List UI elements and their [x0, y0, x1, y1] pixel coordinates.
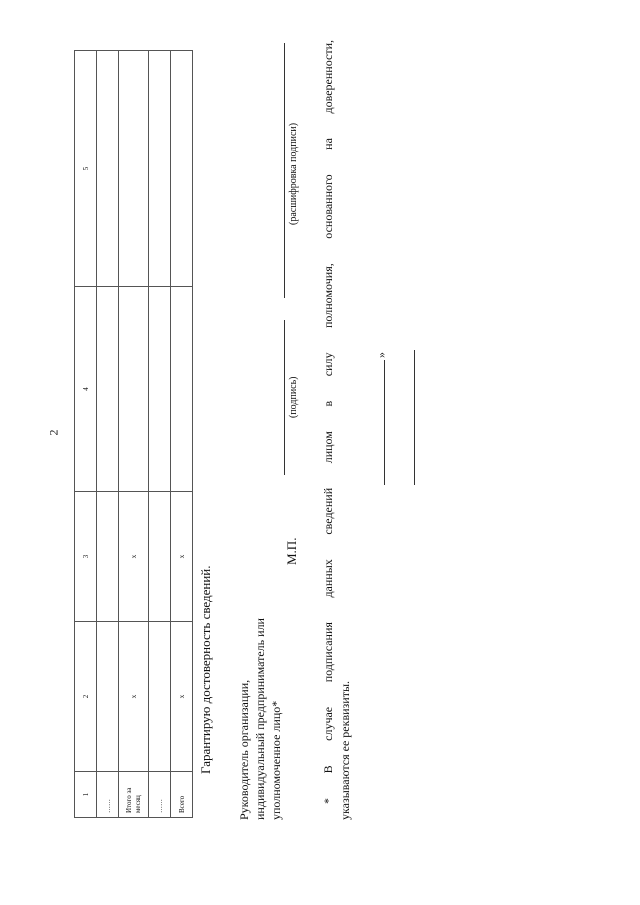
column-header: 3	[75, 492, 97, 622]
stamp-mark: М.П.	[284, 537, 299, 565]
table-cell	[119, 287, 149, 492]
column-header: 1	[75, 772, 97, 818]
table-row	[171, 51, 193, 818]
table-header-row	[75, 51, 97, 818]
table-cell	[149, 622, 171, 772]
table-cell	[171, 287, 193, 492]
date-line	[384, 360, 385, 485]
decoding-caption: (расшифровка подписи)	[288, 122, 299, 225]
table-row	[149, 51, 171, 818]
signer-line: Руководитель организации,	[237, 679, 251, 820]
signer-line: уполномоченное лицо*	[269, 700, 283, 820]
date-quote-mark: »	[374, 352, 388, 358]
table-cell: x	[119, 622, 149, 772]
table-cell: Всего	[171, 772, 193, 818]
table-cell	[119, 51, 149, 287]
column-header: 2	[75, 622, 97, 772]
signature-line	[284, 320, 285, 475]
table-cell	[97, 287, 119, 492]
rotated-content	[66, 40, 388, 820]
table-cell	[171, 51, 193, 287]
table-cell	[149, 492, 171, 622]
footnote-line-2: указываются ее реквизиты.	[338, 680, 352, 820]
date-line	[414, 350, 415, 485]
data-table	[74, 50, 193, 818]
page-number: 2	[46, 429, 61, 436]
table-cell: x	[171, 492, 193, 622]
signature-caption: (подпись)	[288, 376, 299, 418]
table-row	[119, 51, 149, 818]
decoding-line	[284, 43, 285, 298]
table-cell	[149, 51, 171, 287]
column-header: 4	[75, 287, 97, 492]
table-cell: ……	[97, 772, 119, 818]
signer-title	[236, 580, 284, 820]
table-cell	[97, 492, 119, 622]
table-row	[97, 51, 119, 818]
table-cell: ……	[149, 772, 171, 818]
table-cell	[97, 51, 119, 287]
column-header: 5	[75, 51, 97, 287]
table-cell	[97, 622, 119, 772]
table-cell: x	[119, 492, 149, 622]
guarantee-statement: Гарантирую достоверность сведений.	[198, 565, 213, 774]
signer-line: индивидуальный предприниматель или	[253, 618, 267, 820]
footnote-line-1: * В случае подписания данных сведений лицом в силу полномочия, основанного на доверенности,	[321, 40, 335, 804]
table-cell: Итого за месяц	[119, 772, 149, 818]
table-cell	[149, 287, 171, 492]
table-cell: x	[171, 622, 193, 772]
